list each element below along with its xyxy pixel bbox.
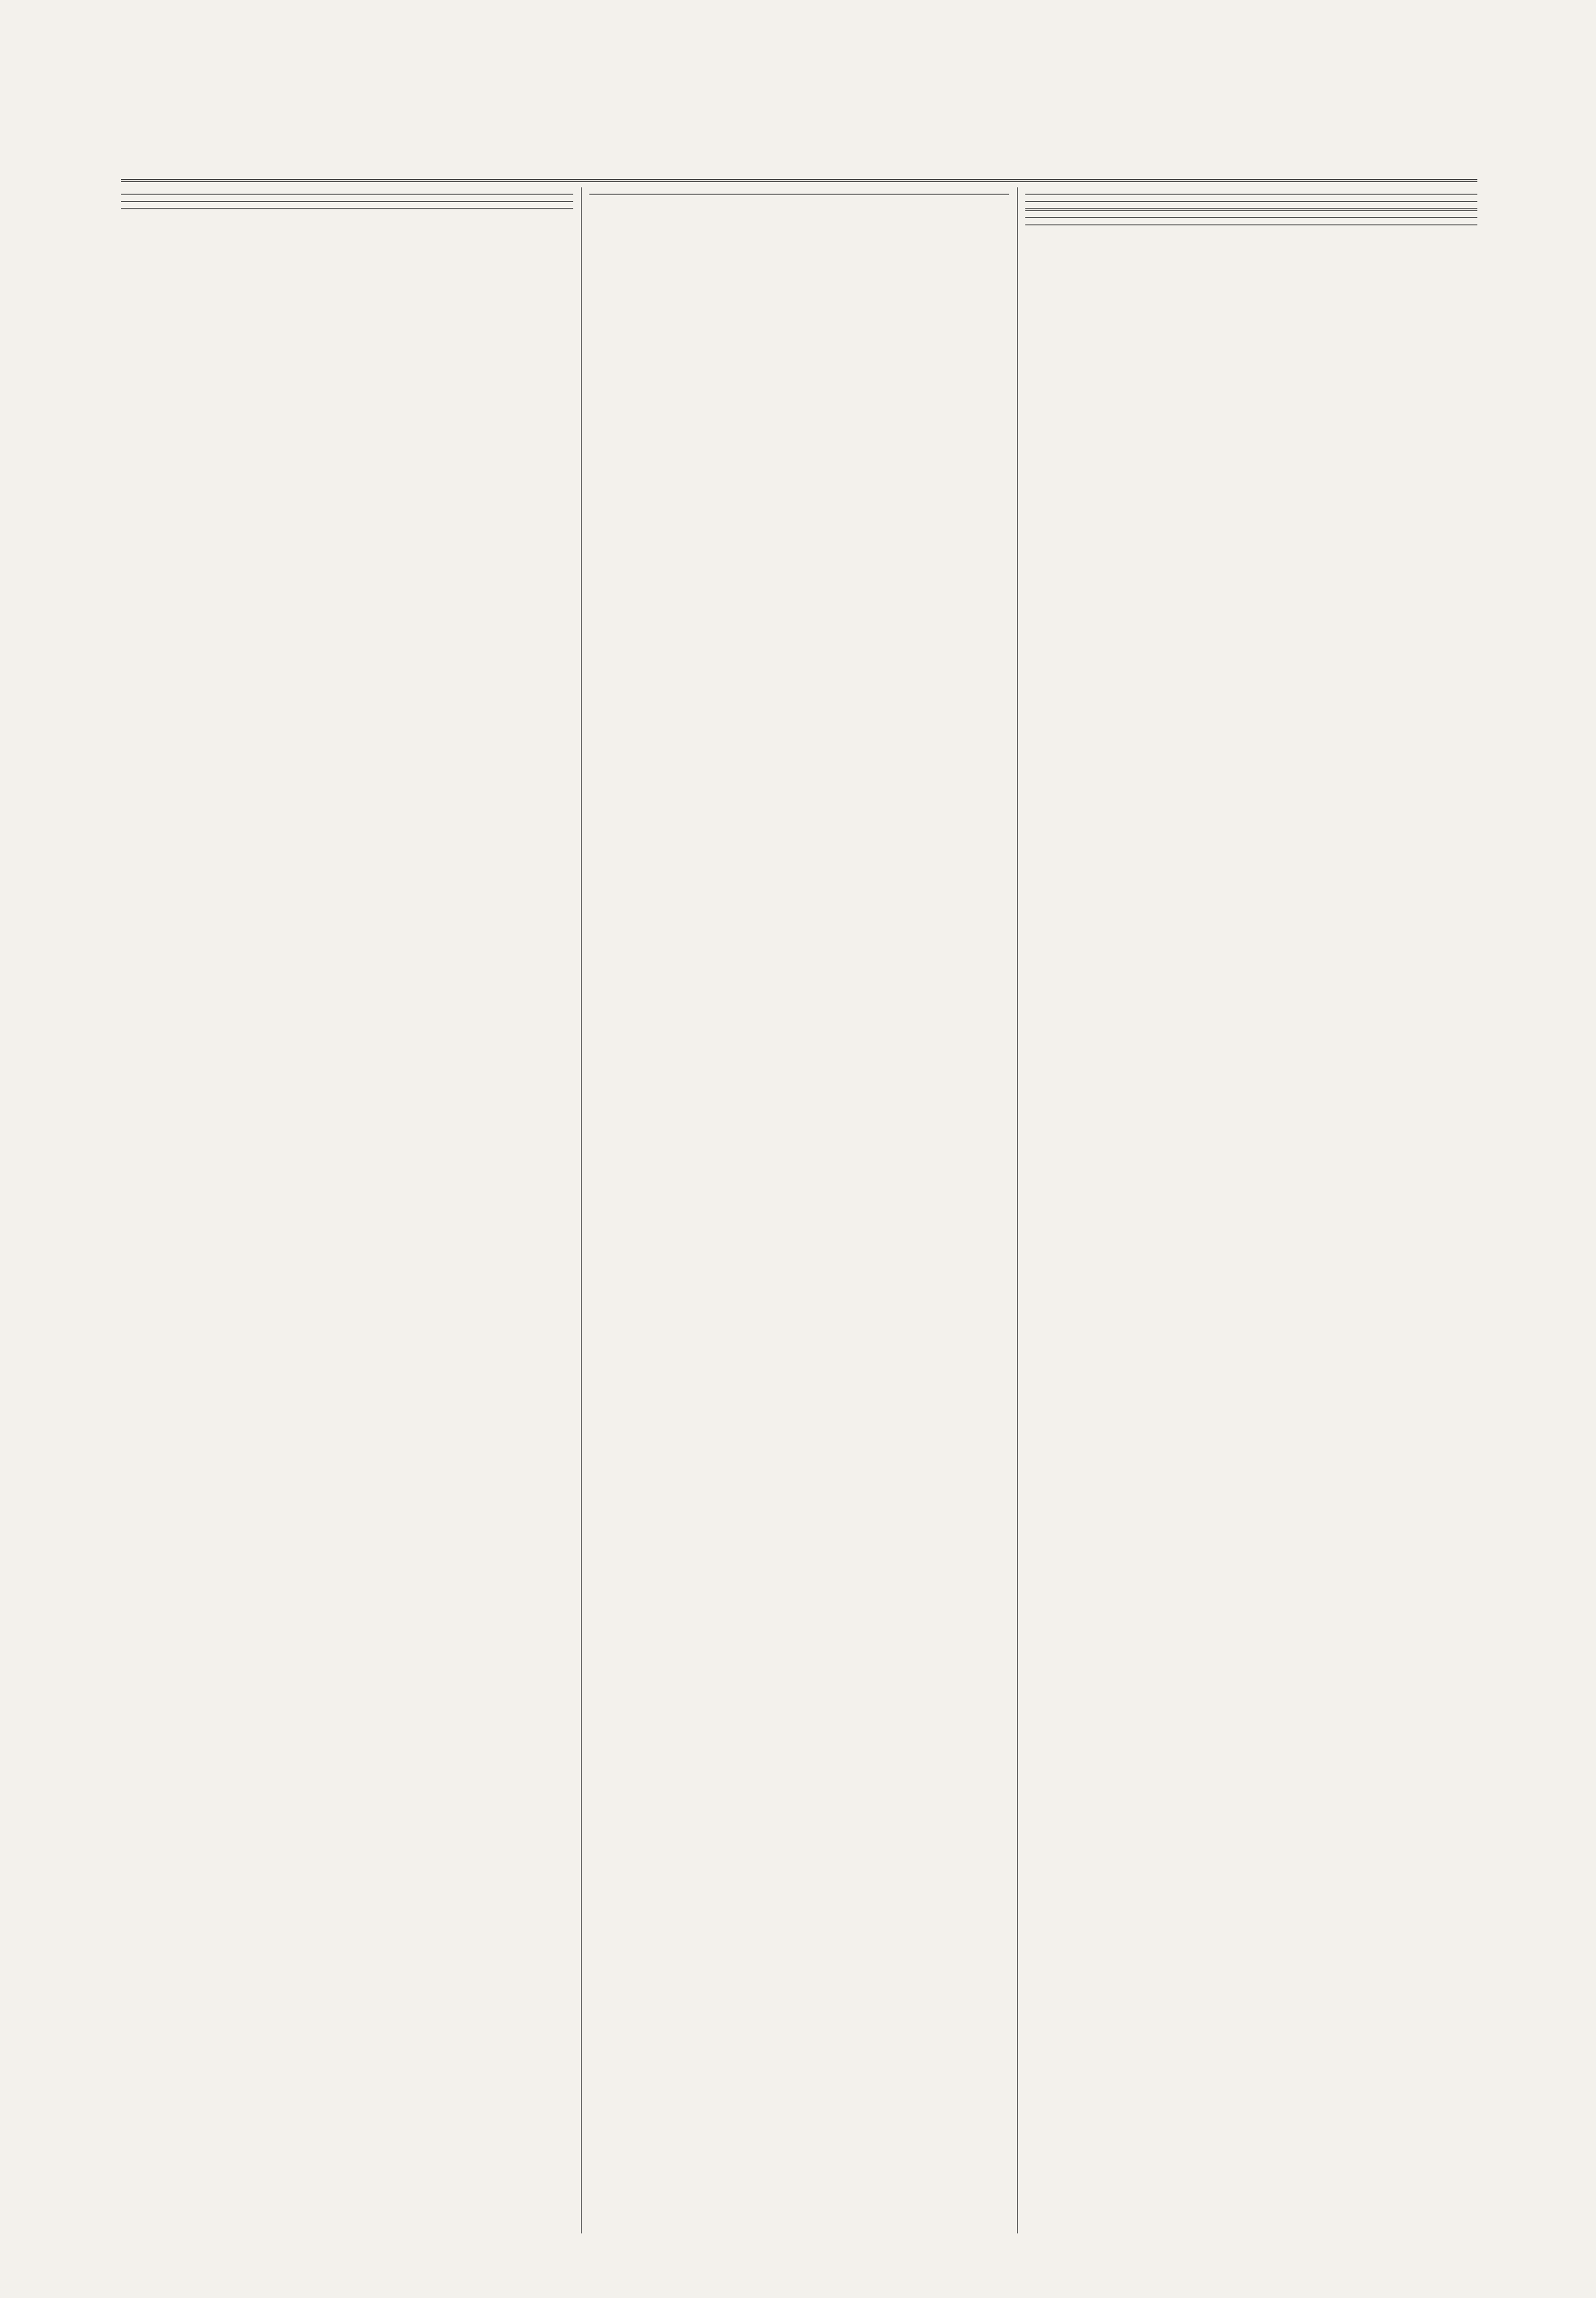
column-divider [1017, 187, 1018, 2233]
section-separator [589, 194, 1009, 195]
section-separator [121, 194, 573, 195]
masthead-rule [121, 179, 1477, 182]
section-separator [1025, 208, 1477, 211]
section-separator [121, 208, 573, 209]
column-2 [589, 187, 1009, 2241]
section-separator [1025, 201, 1477, 202]
column-3 [1025, 187, 1477, 2241]
section-separator [121, 201, 573, 202]
masthead [121, 118, 1477, 174]
section-separator [1025, 194, 1477, 195]
section-separator [1025, 224, 1477, 225]
column-1 [121, 187, 573, 2241]
section-separator [1025, 217, 1477, 218]
column-divider [581, 187, 582, 2233]
